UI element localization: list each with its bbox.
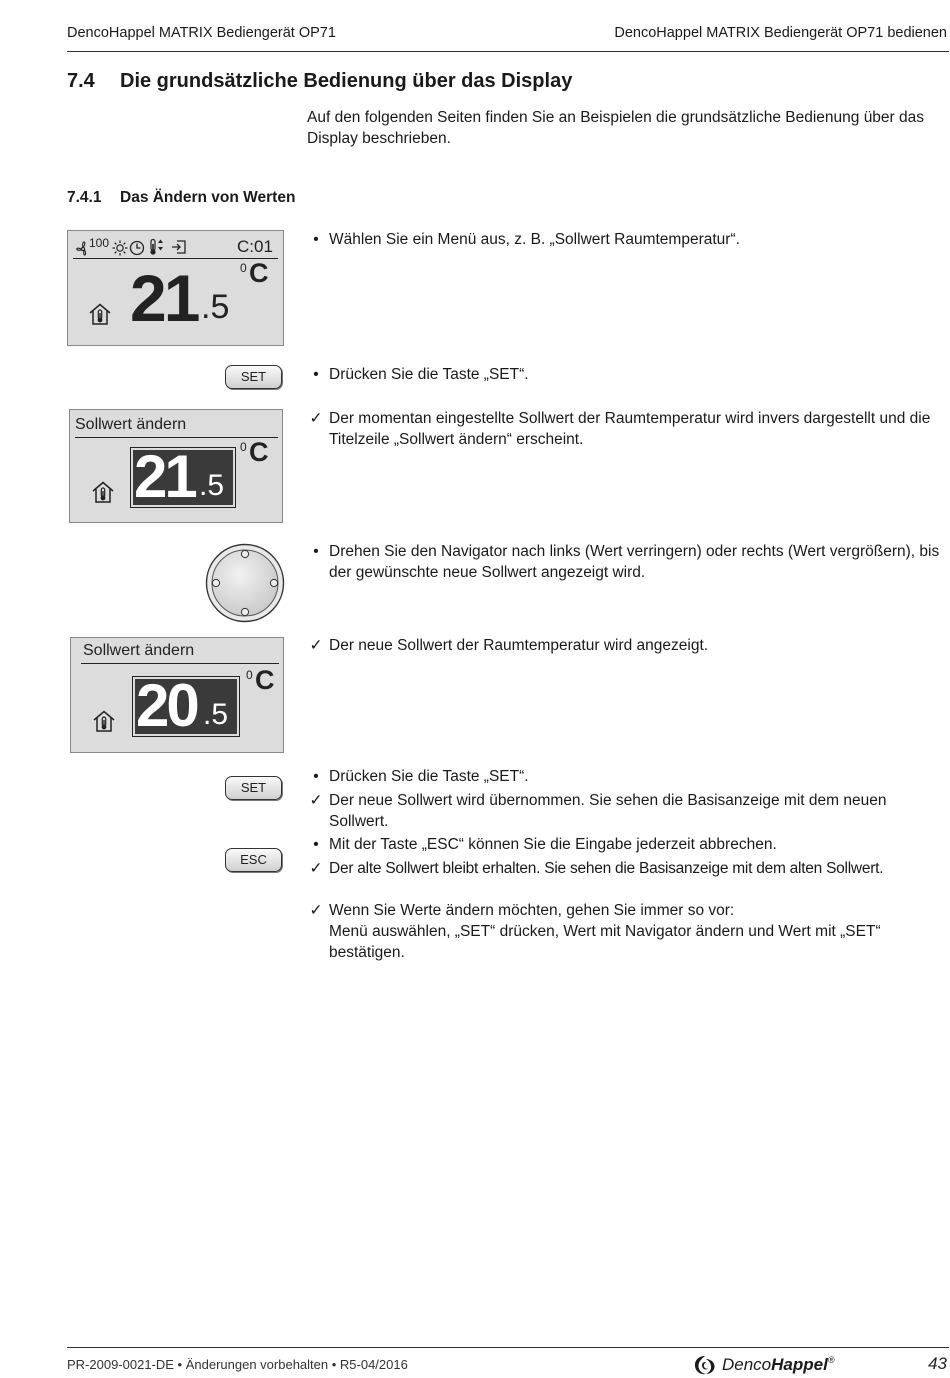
check-marker: ✓ bbox=[309, 792, 323, 809]
step-item bbox=[308, 364, 948, 385]
step-text-continued: Menü auswählen, „SET“ drücken, Wert mit Navigator ändern und Wert mit „SET“ bestätigen. bbox=[329, 923, 881, 961]
step-text: Wenn Sie Werte ändern möchten, gehen Sie immer so vor: bbox=[329, 902, 735, 919]
set-button[interactable]: SET bbox=[225, 365, 282, 389]
step-item bbox=[308, 766, 948, 787]
header-rule bbox=[67, 51, 949, 52]
step-item bbox=[308, 541, 948, 583]
display-edit-title: Sollwert ändern bbox=[83, 642, 195, 659]
unit-degree: 0 bbox=[246, 668, 253, 682]
display-edit bbox=[69, 409, 283, 523]
footer-rule bbox=[67, 1347, 949, 1348]
section-intro: Auf den folgenden Seiten finden Sie an Beispielen die grundsätzliche Bedienung über das Display beschrieben. bbox=[307, 109, 925, 147]
temperature-decimal: .5 bbox=[203, 698, 229, 731]
step-text: Drücken Sie die Taste „SET“. bbox=[329, 366, 529, 383]
bullet-marker: • bbox=[313, 768, 319, 785]
step-text: Mit der Taste „ESC“ können Sie die Eingabe jederzeit abbrechen. bbox=[329, 836, 777, 853]
unit-celsius: C bbox=[249, 258, 269, 288]
fan-level: 100 bbox=[89, 236, 110, 250]
step-text: Der neue Sollwert der Raumtemperatur wird angezeigt. bbox=[329, 637, 709, 654]
section-title: Die grundsätzliche Bedienung über das Display bbox=[120, 70, 573, 92]
step-item bbox=[308, 229, 948, 250]
step-text: Der momentan eingestellte Sollwert der Raumtemperatur wird invers dargestellt und die Titelzeile „Sollwert ändern“ erscheint. bbox=[329, 410, 931, 448]
unit-celsius: C bbox=[249, 437, 269, 467]
display-edit-title: Sollwert ändern bbox=[75, 416, 187, 433]
display-title-rule bbox=[75, 437, 278, 438]
footer-document-id: PR-2009-0021-DE • Änderungen vorbehalten • R5-04/2016 bbox=[67, 1357, 408, 1372]
display-title-rule bbox=[81, 663, 279, 664]
display-base bbox=[67, 230, 284, 346]
step-text: Der alte Sollwert bleibt erhalten. Sie sehen die Basisanzeige mit dem alten Sollwert. bbox=[329, 860, 884, 877]
check-marker: ✓ bbox=[309, 860, 323, 877]
display-new-value bbox=[70, 637, 284, 753]
step-item bbox=[308, 834, 948, 855]
door-entry-icon bbox=[171, 239, 187, 255]
denco-happel-logo-icon bbox=[693, 1352, 853, 1378]
unit-degree: 0 bbox=[240, 261, 247, 275]
step-item bbox=[308, 635, 948, 656]
thermometer-updown-icon bbox=[148, 238, 166, 256]
temperature-integer: 21 bbox=[134, 443, 195, 510]
bullet-marker: • bbox=[313, 366, 319, 383]
page-number: 43 bbox=[928, 1354, 947, 1373]
header-right: DencoHappel MATRIX Bediengerät OP71 bedienen bbox=[614, 25, 947, 41]
step-text: Drücken Sie die Taste „SET“. bbox=[329, 768, 529, 785]
subsection-title: Das Ändern von Werten bbox=[120, 189, 296, 206]
display-title-rule bbox=[73, 258, 278, 259]
section-number: 7.4 bbox=[67, 70, 95, 92]
bullet-marker: • bbox=[313, 543, 319, 560]
bullet-marker: • bbox=[313, 836, 319, 853]
bullet-marker: • bbox=[313, 231, 319, 248]
house-thermometer-icon bbox=[92, 709, 116, 733]
set-button[interactable]: SET bbox=[225, 776, 282, 800]
unit-degree: 0 bbox=[240, 440, 247, 454]
temperature-integer: 20 bbox=[136, 672, 197, 739]
temperature-integer: 21 bbox=[130, 261, 198, 335]
inverted-value-box bbox=[132, 672, 240, 739]
house-thermometer-icon bbox=[91, 480, 115, 504]
step-item bbox=[308, 900, 948, 963]
check-marker: ✓ bbox=[309, 902, 323, 919]
clock-icon bbox=[129, 240, 145, 256]
check-marker: ✓ bbox=[309, 637, 323, 654]
header-left: DencoHappel MATRIX Bediengerät OP71 bbox=[67, 25, 336, 41]
unit-celsius: C bbox=[255, 665, 275, 695]
step-item bbox=[308, 790, 948, 832]
esc-button[interactable]: ESC bbox=[225, 848, 282, 872]
logo-text-denco: Denco bbox=[722, 1355, 772, 1374]
sun-icon bbox=[112, 240, 128, 256]
check-marker: ✓ bbox=[309, 410, 323, 427]
step-text: Wählen Sie ein Menü aus, z. B. „Sollwert Raumtemperatur“. bbox=[329, 231, 740, 248]
step-text: Der neue Sollwert wird übernommen. Sie sehen die Basisanzeige mit dem neuen Sollwert. bbox=[329, 792, 887, 830]
step-item bbox=[308, 858, 948, 879]
step-item bbox=[308, 408, 948, 450]
house-thermometer-icon bbox=[88, 302, 112, 326]
inverted-value-box bbox=[130, 443, 236, 510]
step-text: Drehen Sie den Navigator nach links (Wert verringern) oder rechts (Wert vergrößern), bis der gewünschte neue Sollwert angezeigt wird. bbox=[329, 543, 940, 581]
logo-registered: ® bbox=[827, 1355, 835, 1365]
temperature-decimal: .5 bbox=[201, 288, 230, 326]
logo-text-happel: Happel bbox=[771, 1355, 828, 1374]
subsection-number: 7.4.1 bbox=[67, 189, 102, 206]
controller-id: C:01 bbox=[237, 237, 273, 256]
navigator-wheel-icon[interactable] bbox=[205, 543, 285, 623]
temperature-decimal: .5 bbox=[199, 469, 225, 502]
